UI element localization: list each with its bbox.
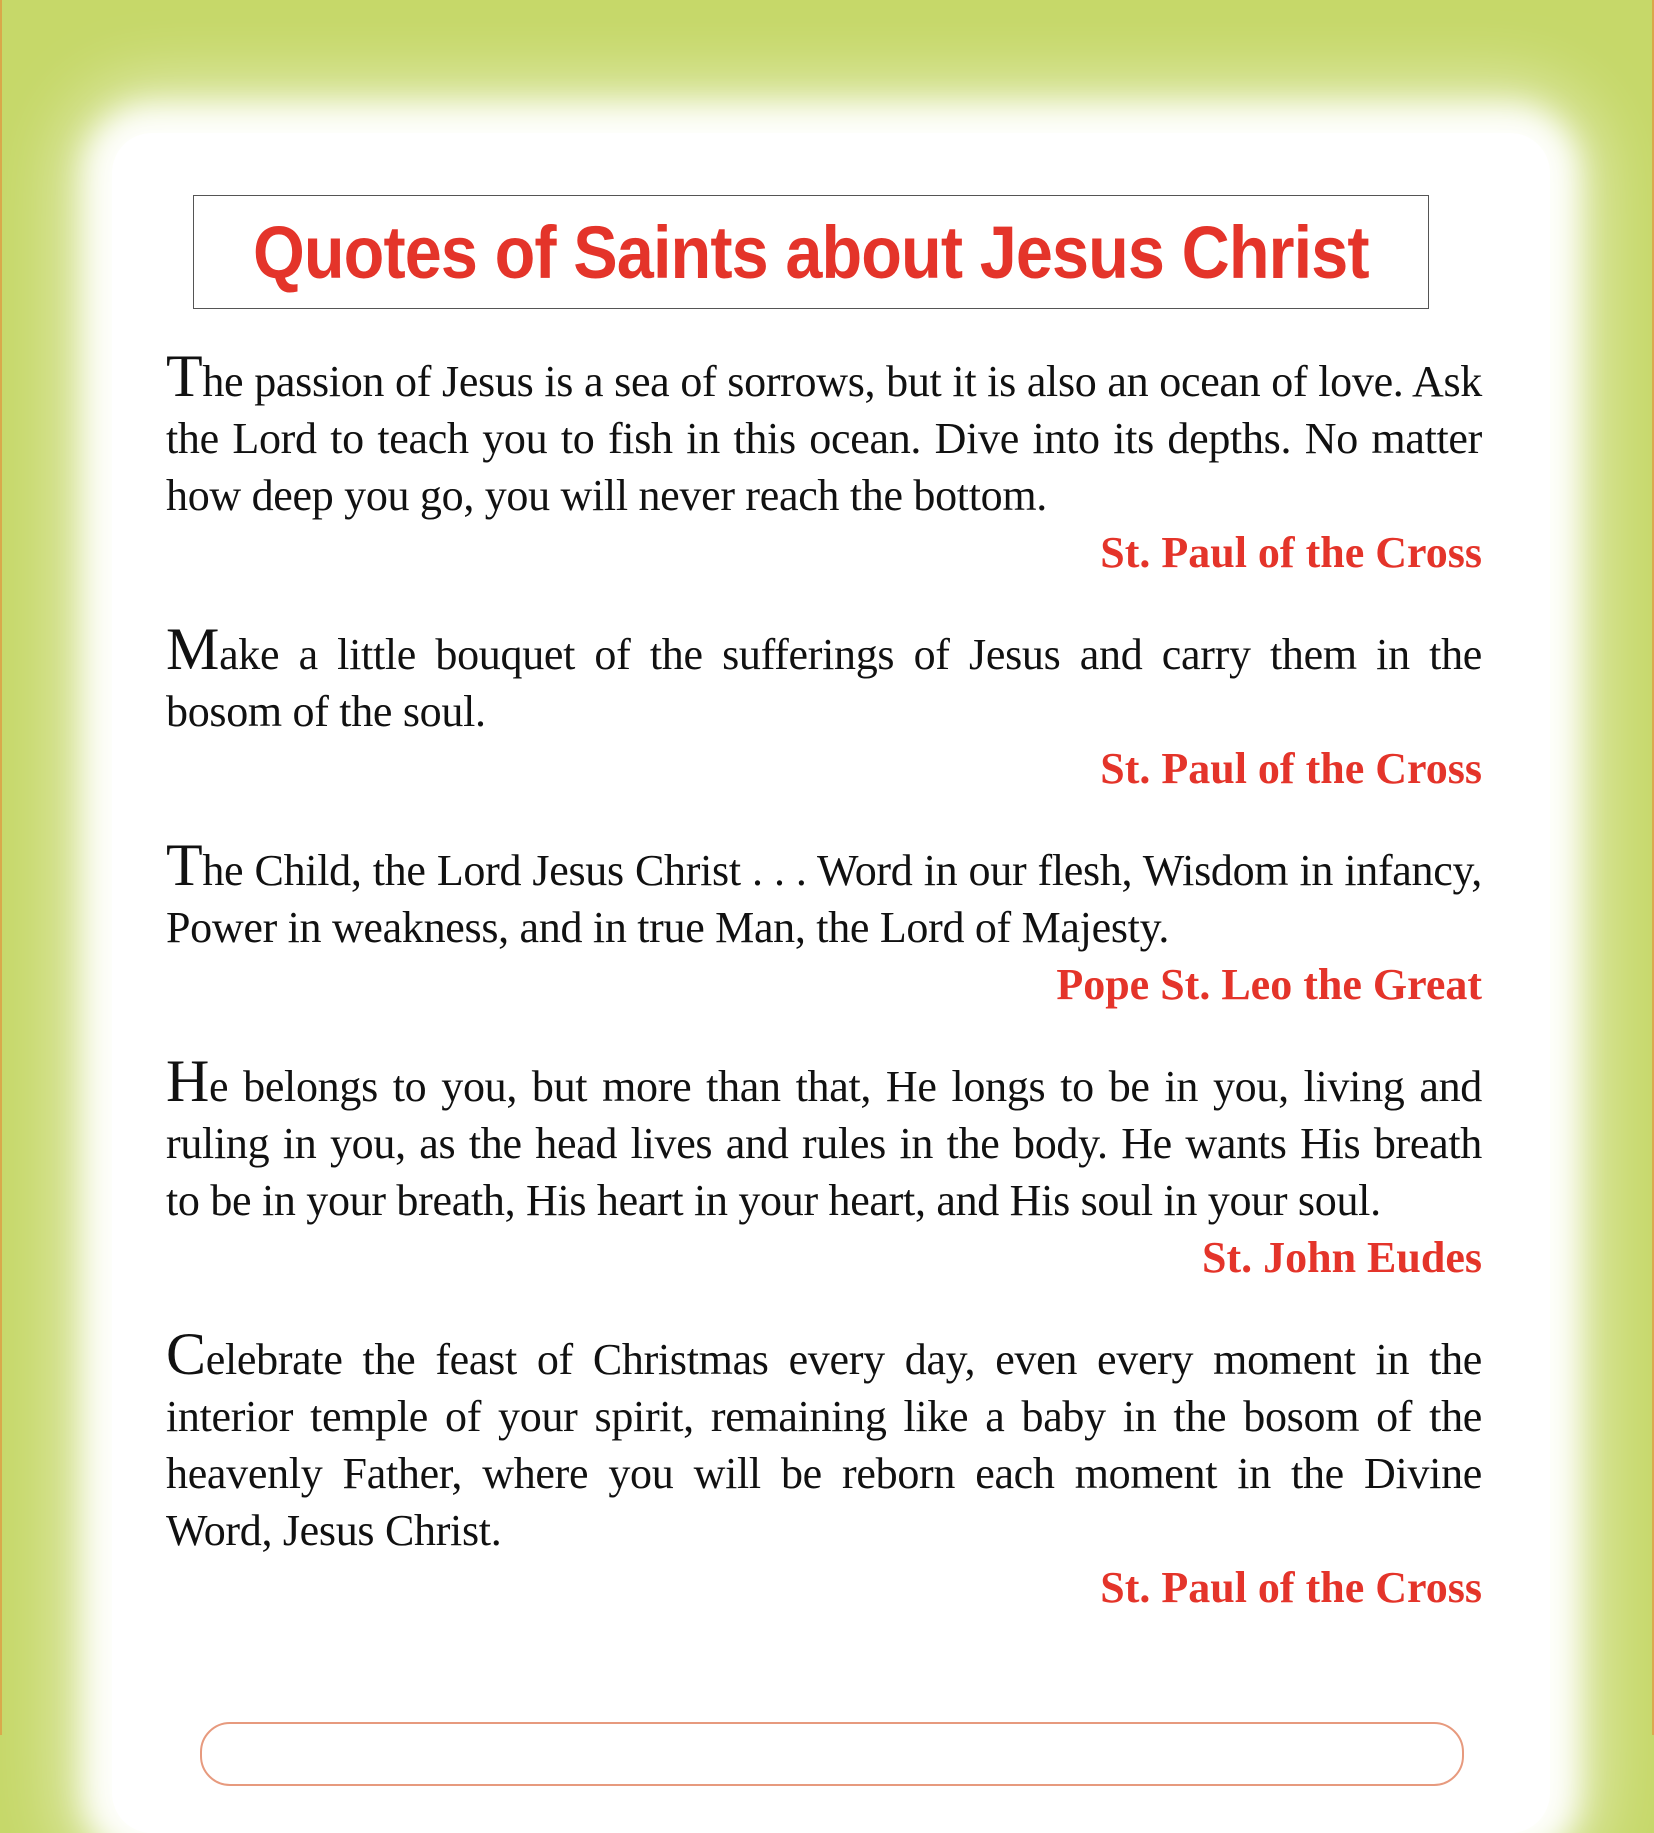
quote-text: The Child, the Lord Jesus Christ . . . Word in our flesh, Wisdom in infancy, Power in weakness, and in true Man, the Lord of Majesty. xyxy=(166,832,1482,952)
quote-text: The passion of Jesus is a sea of sorrows, but it is also an ocean of love. Ask the Lord to teach you to fish in this ocean. Dive into its depths. No matter how deep you go, you will never reach the bottom. xyxy=(166,343,1482,520)
quote-author: St. John Eudes xyxy=(1201,1233,1482,1282)
quote-author: Pope St. Leo the Great xyxy=(1056,960,1482,1009)
quote-item xyxy=(166,1321,1482,1616)
quote-item xyxy=(166,616,1482,797)
quote-item xyxy=(166,343,1482,581)
quote-text: He belongs to you, but more than that, He longs to be in you, living and ruling in you, as the head lives and rules in the body. He wants His breath to be in your breath, His heart in your heart, and His soul in your soul. xyxy=(166,1048,1482,1225)
title-box xyxy=(193,195,1429,309)
quote-text: Celebrate the feast of Christmas every day, even every moment in the interior temple of your spirit, remaining like a baby in the bosom of the heavenly Father, where you will be reborn each moment in the Divine Word, Jesus Christ. xyxy=(166,1321,1482,1555)
quotes-list xyxy=(166,343,1482,1616)
page-title: Quotes of Saints about Jesus Christ xyxy=(253,210,1369,294)
quote-author: St. Paul of the Cross xyxy=(1100,528,1482,577)
bottom-frame xyxy=(200,1722,1464,1786)
quote-text: Make a little bouquet of the sufferings of Jesus and carry them in the bosom of the soul. xyxy=(166,616,1482,736)
quote-author: St. Paul of the Cross xyxy=(1100,1563,1482,1612)
quote-item xyxy=(166,832,1482,1013)
quote-item xyxy=(166,1048,1482,1286)
quote-author: St. Paul of the Cross xyxy=(1100,744,1482,793)
